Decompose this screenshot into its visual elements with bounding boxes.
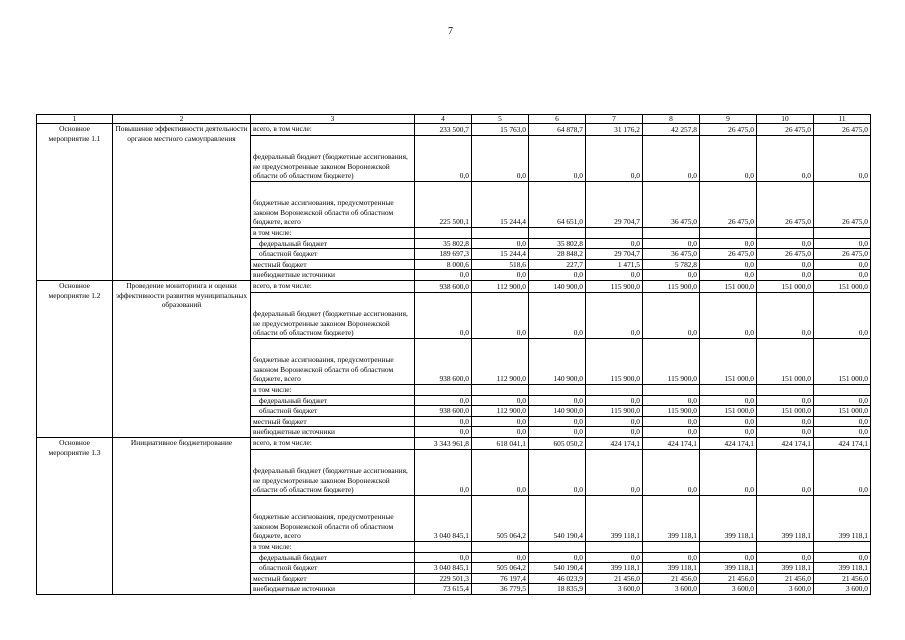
amount-cell: 0,0 xyxy=(529,395,586,406)
amount-cell: 3 040 845,1 xyxy=(415,563,472,574)
amount-cell xyxy=(472,541,529,552)
amount-cell: 505 064,2 xyxy=(472,495,529,541)
activity-name-cell: Инициативное бюджетирование xyxy=(113,437,251,594)
amount-cell: 618 041,1 xyxy=(472,437,529,449)
amount-cell: 0,0 xyxy=(415,449,472,495)
amount-cell: 399 118,1 xyxy=(757,495,814,541)
amount-cell: 399 118,1 xyxy=(700,495,757,541)
amount-cell: 3 600,0 xyxy=(643,584,700,595)
amount-cell: 189 697,3 xyxy=(415,249,472,260)
amount-cell: 26 475,0 xyxy=(814,249,871,260)
amount-cell: 64 878,7 xyxy=(529,124,586,136)
amount-cell: 31 176,2 xyxy=(586,124,643,136)
amount-cell: 0,0 xyxy=(700,395,757,406)
amount-cell: 112 900,0 xyxy=(472,406,529,417)
amount-cell: 21 456,0 xyxy=(814,573,871,584)
amount-cell xyxy=(415,228,472,239)
amount-cell: 0,0 xyxy=(529,427,586,438)
amount-cell: 26 475,0 xyxy=(700,124,757,136)
amount-cell: 0,0 xyxy=(814,395,871,406)
funding-source-cell: федеральный бюджет xyxy=(251,395,415,406)
amount-cell: 151 000,0 xyxy=(757,406,814,417)
amount-cell: 26 475,0 xyxy=(700,249,757,260)
amount-cell: 0,0 xyxy=(529,136,586,182)
amount-cell: 140 900,0 xyxy=(529,280,586,292)
amount-cell: 0,0 xyxy=(814,292,871,338)
amount-cell: 26 475,0 xyxy=(757,124,814,136)
amount-cell: 21 456,0 xyxy=(586,573,643,584)
amount-cell: 0,0 xyxy=(700,427,757,438)
amount-cell: 151 000,0 xyxy=(814,280,871,292)
amount-cell xyxy=(700,228,757,239)
amount-cell: 540 190,4 xyxy=(529,563,586,574)
funding-source-cell: внебюджетные источники xyxy=(251,427,415,438)
amount-cell: 0,0 xyxy=(586,552,643,563)
table-row xyxy=(37,280,871,292)
header-cell: 8 xyxy=(643,115,700,124)
amount-cell: 0,0 xyxy=(757,449,814,495)
amount-cell: 0,0 xyxy=(757,238,814,249)
amount-cell: 0,0 xyxy=(643,270,700,281)
amount-cell: 0,0 xyxy=(472,416,529,427)
amount-cell: 0,0 xyxy=(814,136,871,182)
amount-cell: 0,0 xyxy=(700,270,757,281)
activity-code-cell: Основное мероприятие 1.3 xyxy=(37,437,113,594)
amount-cell: 399 118,1 xyxy=(586,563,643,574)
amount-cell: 0,0 xyxy=(700,552,757,563)
amount-cell: 151 000,0 xyxy=(757,338,814,384)
amount-cell: 0,0 xyxy=(700,136,757,182)
amount-cell: 0,0 xyxy=(757,292,814,338)
amount-cell: 0,0 xyxy=(814,238,871,249)
amount-cell: 0,0 xyxy=(814,449,871,495)
amount-cell: 0,0 xyxy=(757,552,814,563)
funding-source-cell: федеральный бюджет (бюджетные ассигнования, не предусмотренные законом Воронежской области об областном бюджете) xyxy=(251,136,415,182)
amount-cell: 0,0 xyxy=(700,449,757,495)
amount-cell: 0,0 xyxy=(472,292,529,338)
amount-cell: 0,0 xyxy=(529,416,586,427)
amount-cell: 0,0 xyxy=(814,259,871,270)
amount-cell: 424 174,1 xyxy=(586,437,643,449)
amount-cell: 36 475,0 xyxy=(643,182,700,228)
activity-code-cell: Основное мероприятие 1.2 xyxy=(37,280,113,437)
amount-cell xyxy=(643,384,700,395)
amount-cell xyxy=(529,228,586,239)
table-body xyxy=(37,115,871,595)
amount-cell: 3 600,0 xyxy=(814,584,871,595)
amount-cell: 399 118,1 xyxy=(586,495,643,541)
amount-cell: 0,0 xyxy=(472,427,529,438)
amount-cell: 0,0 xyxy=(757,259,814,270)
amount-cell: 21 456,0 xyxy=(700,573,757,584)
funding-source-cell: бюджетные ассигнования, предусмотренные законом Воронежской области об областном бюджете, всего xyxy=(251,182,415,228)
amount-cell: 0,0 xyxy=(415,136,472,182)
funding-source-cell: бюджетные ассигнования, предусмотренные законом Воронежской области об областном бюджете, всего xyxy=(251,495,415,541)
header-cell: 7 xyxy=(586,115,643,124)
amount-cell: 540 190,4 xyxy=(529,495,586,541)
amount-cell: 0,0 xyxy=(472,552,529,563)
amount-cell: 0,0 xyxy=(586,238,643,249)
amount-cell: 112 900,0 xyxy=(472,280,529,292)
funding-source-cell: федеральный бюджет xyxy=(251,552,415,563)
amount-cell: 0,0 xyxy=(529,449,586,495)
amount-cell: 938 600,0 xyxy=(415,338,472,384)
amount-cell: 36 779,5 xyxy=(472,584,529,595)
amount-cell xyxy=(814,384,871,395)
amount-cell: 0,0 xyxy=(415,552,472,563)
amount-cell: 18 835,9 xyxy=(529,584,586,595)
amount-cell: 0,0 xyxy=(586,416,643,427)
amount-cell: 0,0 xyxy=(643,427,700,438)
amount-cell: 0,0 xyxy=(415,395,472,406)
amount-cell: 0,0 xyxy=(700,238,757,249)
amount-cell: 151 000,0 xyxy=(700,406,757,417)
funding-source-cell: областной бюджет xyxy=(251,249,415,260)
amount-cell: 424 174,1 xyxy=(814,437,871,449)
amount-cell: 0,0 xyxy=(757,270,814,281)
amount-cell: 64 651,0 xyxy=(529,182,586,228)
amount-cell: 29 704,7 xyxy=(586,249,643,260)
funding-source-cell: бюджетные ассигнования, предусмотренные законом Воронежской области об областном бюджете, всего xyxy=(251,338,415,384)
amount-cell: 15 244,4 xyxy=(472,182,529,228)
funding-source-cell: в том числе: xyxy=(251,228,415,239)
page-number: 7 xyxy=(448,26,453,37)
amount-cell xyxy=(814,541,871,552)
amount-cell: 0,0 xyxy=(529,552,586,563)
amount-cell: 0,0 xyxy=(529,292,586,338)
amount-cell xyxy=(529,541,586,552)
amount-cell: 21 456,0 xyxy=(643,573,700,584)
header-cell: 9 xyxy=(700,115,757,124)
amount-cell: 151 000,0 xyxy=(814,406,871,417)
amount-cell: 115 900,0 xyxy=(586,338,643,384)
amount-cell: 0,0 xyxy=(415,427,472,438)
amount-cell: 73 615,4 xyxy=(415,584,472,595)
amount-cell: 0,0 xyxy=(643,292,700,338)
amount-cell: 505 064,2 xyxy=(472,563,529,574)
amount-cell: 42 257,8 xyxy=(643,124,700,136)
amount-cell: 76 197,4 xyxy=(472,573,529,584)
amount-cell: 35 802,8 xyxy=(415,238,472,249)
amount-cell: 1 471,5 xyxy=(586,259,643,270)
amount-cell: 3 600,0 xyxy=(757,584,814,595)
funding-source-cell: внебюджетные источники xyxy=(251,270,415,281)
amount-cell: 3 600,0 xyxy=(586,584,643,595)
amount-cell: 605 050,2 xyxy=(529,437,586,449)
amount-cell: 151 000,0 xyxy=(814,338,871,384)
funding-source-cell: в том числе: xyxy=(251,384,415,395)
amount-cell: 115 900,0 xyxy=(643,280,700,292)
amount-cell xyxy=(757,541,814,552)
header-cell: 6 xyxy=(529,115,586,124)
amount-cell: 35 802,8 xyxy=(529,238,586,249)
header-cell: 11 xyxy=(814,115,871,124)
funding-source-cell: федеральный бюджет (бюджетные ассигнования, не предусмотренные законом Воронежской области об областном бюджете) xyxy=(251,292,415,338)
amount-cell: 151 000,0 xyxy=(700,280,757,292)
amount-cell: 0,0 xyxy=(529,270,586,281)
amount-cell: 115 900,0 xyxy=(643,338,700,384)
amount-cell: 26 475,0 xyxy=(814,124,871,136)
amount-cell: 399 118,1 xyxy=(757,563,814,574)
amount-cell: 26 475,0 xyxy=(700,182,757,228)
amount-cell xyxy=(586,384,643,395)
funding-source-cell: местный бюджет xyxy=(251,259,415,270)
amount-cell: 115 900,0 xyxy=(586,406,643,417)
funding-source-cell: областной бюджет xyxy=(251,563,415,574)
amount-cell xyxy=(757,228,814,239)
header-cell: 10 xyxy=(757,115,814,124)
amount-cell: 0,0 xyxy=(586,395,643,406)
amount-cell: 0,0 xyxy=(643,416,700,427)
amount-cell: 0,0 xyxy=(472,238,529,249)
amount-cell: 424 174,1 xyxy=(643,437,700,449)
header-row xyxy=(37,115,871,124)
header-cell: 5 xyxy=(472,115,529,124)
amount-cell: 233 500,7 xyxy=(415,124,472,136)
amount-cell: 3 040 845,1 xyxy=(415,495,472,541)
amount-cell: 0,0 xyxy=(700,292,757,338)
amount-cell: 0,0 xyxy=(814,427,871,438)
amount-cell: 399 118,1 xyxy=(643,563,700,574)
amount-cell: 0,0 xyxy=(415,416,472,427)
amount-cell: 424 174,1 xyxy=(700,437,757,449)
amount-cell: 151 000,0 xyxy=(700,338,757,384)
amount-cell: 140 900,0 xyxy=(529,406,586,417)
funding-source-cell: местный бюджет xyxy=(251,416,415,427)
amount-cell xyxy=(700,541,757,552)
activity-code-cell: Основное мероприятие 1.1 xyxy=(37,124,113,281)
table-row xyxy=(37,124,871,136)
amount-cell: 0,0 xyxy=(757,136,814,182)
activity-name-cell: Повышение эффективности деятельности органов местного самоуправления xyxy=(113,124,251,281)
amount-cell xyxy=(814,228,871,239)
funding-source-cell: всего, в том числе: xyxy=(251,437,415,449)
funding-source-cell: всего, в том числе: xyxy=(251,280,415,292)
amount-cell: 399 118,1 xyxy=(700,563,757,574)
amount-cell xyxy=(700,384,757,395)
amount-cell: 140 900,0 xyxy=(529,338,586,384)
amount-cell: 0,0 xyxy=(643,552,700,563)
amount-cell: 5 782,8 xyxy=(643,259,700,270)
amount-cell: 15 763,0 xyxy=(472,124,529,136)
amount-cell: 0,0 xyxy=(700,416,757,427)
amount-cell: 0,0 xyxy=(814,416,871,427)
amount-cell: 26 475,0 xyxy=(757,182,814,228)
amount-cell: 0,0 xyxy=(643,238,700,249)
amount-cell: 3 600,0 xyxy=(700,584,757,595)
amount-cell: 29 704,7 xyxy=(586,182,643,228)
amount-cell: 0,0 xyxy=(586,427,643,438)
amount-cell: 0,0 xyxy=(643,449,700,495)
amount-cell: 0,0 xyxy=(643,395,700,406)
amount-cell: 938 600,0 xyxy=(415,406,472,417)
amount-cell: 0,0 xyxy=(586,136,643,182)
funding-source-cell: федеральный бюджет xyxy=(251,238,415,249)
amount-cell: 21 456,0 xyxy=(757,573,814,584)
activity-name-cell: Проведение мониторинга и оценки эффективности развития муниципальных образований xyxy=(113,280,251,437)
amount-cell: 26 475,0 xyxy=(757,249,814,260)
amount-cell: 938 600,0 xyxy=(415,280,472,292)
amount-cell: 0,0 xyxy=(586,270,643,281)
amount-cell xyxy=(643,228,700,239)
amount-cell: 0,0 xyxy=(757,427,814,438)
amount-cell xyxy=(643,541,700,552)
table-row xyxy=(37,437,871,449)
amount-cell: 225 500,1 xyxy=(415,182,472,228)
amount-cell: 151 000,0 xyxy=(757,280,814,292)
amount-cell: 0,0 xyxy=(586,292,643,338)
amount-cell xyxy=(415,384,472,395)
header-cell: 3 xyxy=(251,115,415,124)
amount-cell: 229 501,3 xyxy=(415,573,472,584)
funding-source-cell: всего, в том числе: xyxy=(251,124,415,136)
amount-cell: 424 174,1 xyxy=(757,437,814,449)
amount-cell: 0,0 xyxy=(757,395,814,406)
amount-cell: 28 848,2 xyxy=(529,249,586,260)
amount-cell xyxy=(586,228,643,239)
amount-cell: 115 900,0 xyxy=(586,280,643,292)
amount-cell: 0,0 xyxy=(415,270,472,281)
header-cell: 2 xyxy=(113,115,251,124)
amount-cell: 399 118,1 xyxy=(814,495,871,541)
amount-cell xyxy=(415,541,472,552)
amount-cell: 0,0 xyxy=(472,449,529,495)
amount-cell: 0,0 xyxy=(472,270,529,281)
amount-cell xyxy=(529,384,586,395)
amount-cell: 26 475,0 xyxy=(814,182,871,228)
amount-cell: 227,7 xyxy=(529,259,586,270)
amount-cell: 3 343 961,8 xyxy=(415,437,472,449)
amount-cell: 399 118,1 xyxy=(814,563,871,574)
amount-cell: 0,0 xyxy=(472,395,529,406)
amount-cell: 0,0 xyxy=(757,416,814,427)
funding-source-cell: местный бюджет xyxy=(251,573,415,584)
amount-cell xyxy=(757,384,814,395)
amount-cell: 46 023,9 xyxy=(529,573,586,584)
amount-cell: 0,0 xyxy=(586,449,643,495)
amount-cell: 0,0 xyxy=(643,136,700,182)
header-cell: 1 xyxy=(37,115,113,124)
budget-table xyxy=(36,114,871,595)
amount-cell xyxy=(472,228,529,239)
amount-cell: 0,0 xyxy=(814,552,871,563)
funding-source-cell: областной бюджет xyxy=(251,406,415,417)
amount-cell: 0,0 xyxy=(700,259,757,270)
funding-source-cell: внебюджетные источники xyxy=(251,584,415,595)
amount-cell xyxy=(472,384,529,395)
amount-cell: 115 900,0 xyxy=(643,406,700,417)
funding-source-cell: федеральный бюджет (бюджетные ассигнования, не предусмотренные законом Воронежской области об областном бюджете) xyxy=(251,449,415,495)
amount-cell: 0,0 xyxy=(472,136,529,182)
amount-cell: 36 475,0 xyxy=(643,249,700,260)
header-cell: 4 xyxy=(415,115,472,124)
amount-cell: 399 118,1 xyxy=(643,495,700,541)
amount-cell: 0,0 xyxy=(814,270,871,281)
funding-source-cell: в том числе: xyxy=(251,541,415,552)
amount-cell: 112 900,0 xyxy=(472,338,529,384)
amount-cell: 15 244,4 xyxy=(472,249,529,260)
amount-cell: 0,0 xyxy=(415,292,472,338)
budget-table-container xyxy=(36,114,871,595)
amount-cell: 8 000,6 xyxy=(415,259,472,270)
amount-cell: 518,6 xyxy=(472,259,529,270)
amount-cell xyxy=(586,541,643,552)
